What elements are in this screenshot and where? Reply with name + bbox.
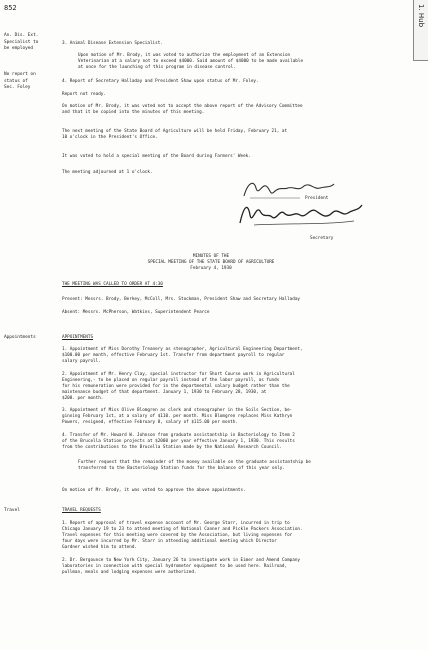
body-line: for his remuneration were provided for in the departmental salary budget rather than the <box>62 384 290 389</box>
special-meeting: It was voted to hold a special meeting of the Board during Farmers' Week. <box>62 154 251 159</box>
body-line: from the contributions to the Brucella Station made by the National Research Council. <box>62 445 282 450</box>
report-not-ready: Report not ready. <box>62 92 106 97</box>
body-line: and that it be copied into the minutes of this meeting. <box>62 110 205 115</box>
minutes-header <box>62 254 360 272</box>
absent-list: Absent: Messrs. McPherson, Watkins, Superintendent Pearce <box>62 310 210 315</box>
margin-note-appointments: Appointments <box>4 335 36 340</box>
body-line: Upon motion of Mr. Brody, it was voted to authorize the employment of an Extension <box>78 53 291 58</box>
body-line: Powers, resigned, effective February 8, salary of $115.00 per month. <box>62 420 238 425</box>
body-line: of the Brucella Station projects at $2000 per year effective January 1, 1930. This results <box>62 439 295 444</box>
called-to-order: THE MEETING WAS CALLED TO ORDER AT 4:30 <box>62 282 163 287</box>
appointment-item <box>62 372 295 402</box>
body-line: 3. Appointment of Miss Olive Blomgren as clerk and stenographer in the Soils Section, be- <box>62 408 293 413</box>
body-line: Engineering,- to be placed on regular payroll instead of the labor payroll, as funds <box>62 378 280 383</box>
body-line: The next meeting of the State Board of Agriculture will be held Friday, February 21, at <box>62 129 288 134</box>
margin-note-specialist <box>4 33 38 53</box>
travel-heading: TRAVEL REQUESTS <box>62 508 101 513</box>
body-line: 1. Report of approval of travel expense account of Mr. George Starr, incurred in trip to <box>62 521 290 526</box>
edge-tab-label: 1. Hub <box>417 4 425 28</box>
present-list: Present: Messrs. Brody, Berkey, McColl, Mrs. Stockman, President Shaw and Secretary Halladay <box>62 297 300 302</box>
secretary-label: Secretary <box>310 236 334 241</box>
margin-note-line: be employed <box>4 46 34 52</box>
item4-title: 4. Report of Secretary Halladay and President Shaw upon status of Mr. Foley. <box>62 79 259 84</box>
body-line: ginning February 1st, at a salary of $110. per month. Miss Blomgren replaces Miss Kathryn <box>62 414 293 419</box>
approve-motion: On motion of Mr. Brody, it was voted to approve the above appointments. <box>62 488 246 493</box>
margin-note-line: Sec. Foley <box>4 85 31 91</box>
item3-title: 3. Animal Disease Extension Specialist. <box>62 41 163 46</box>
body-line: transferred to the Bacteriology Station funds for the balance of this year only. <box>78 466 285 471</box>
body-line: maintenance budget of that department. January 1, 1930 to February 28, 1930, at <box>62 390 267 395</box>
travel-item <box>62 521 303 551</box>
header-line: February 4, 1930 <box>190 266 232 271</box>
travel-item <box>62 558 300 576</box>
appointment-item <box>62 433 295 451</box>
body-line: pullman, meals and lodging expenses were authorized. <box>62 570 197 575</box>
brody-motion <box>62 104 303 116</box>
body-line: Veterinarian at a salary not to exceed $4000. Said amount of $4000 to be made available <box>78 59 304 64</box>
header-line: MINUTES OF THE <box>192 254 230 259</box>
body-line: Chicago January 19 to 23 to attend meeting of National Canner and Pickle Packers Association. <box>62 527 303 532</box>
adjourned: The meeting adjourned at 1 o'clock. <box>62 170 153 175</box>
margin-note-line: status of <box>4 78 28 84</box>
body-line: $100.00 per month, effective February 1st. Transfer from department payroll to regular <box>62 353 285 358</box>
margin-note-travel: Travel <box>4 508 20 513</box>
body-line: at once for the launching of this program in disease control. <box>78 65 236 70</box>
body-line: Travel expenses for this meeting were covered by the Association, but living expenses for <box>62 533 293 538</box>
edge-tab <box>413 0 428 61</box>
body-line: salary payroll. <box>62 359 101 364</box>
item3-body <box>78 53 303 71</box>
margin-note-foley <box>4 72 36 92</box>
header-line: SPECIAL MEETING OF THE STATE BOARD OF AGRICULTURE <box>147 260 275 265</box>
next-meeting <box>62 129 287 141</box>
page-number: 852 <box>4 4 17 12</box>
appointment-item <box>62 408 292 426</box>
president-label: President <box>305 196 329 201</box>
body-line: four days were incurred by Mr. Starr in attending additional meeting which Director <box>62 539 277 544</box>
appointment-item <box>62 347 303 365</box>
body-line: laboratories in connection with special hydrometer equipment to be used here. Railroad, <box>62 564 288 569</box>
body-line: On motion of Mr. Brody, it was voted not to accept the above report of the Advisory Committee <box>62 104 303 109</box>
body-line: Gardner wished him to attend. <box>62 545 138 550</box>
body-line: 2. Appointment of Mr. Henry Clay, special instructor for Short Course work in Agricultural <box>62 372 295 377</box>
margin-note-line: No report on <box>4 72 36 77</box>
further-request <box>78 460 311 472</box>
body-line: Further request that the remainder of the money available on the graduate assistantship be <box>78 460 311 465</box>
secretary-signature <box>234 199 364 231</box>
body-line: $208. per month. <box>62 396 104 401</box>
body-line: 10 o'clock in the President's Office. <box>62 135 158 140</box>
body-line: 4. Transfer of Mr. Howard W. Johnson from graduate assistantship in Bacteriology to Item 2 <box>62 433 295 438</box>
body-line: 2. Dr. Bergounce to New York City, January 26 to investigate work in Eimer and Amend Company <box>62 558 300 563</box>
body-line: 1. Appointment of Miss Dorothy Treanery as stenographer, Agricultural Engineering Department, <box>62 347 303 352</box>
margin-note-line: An. Dis. Ext. <box>4 33 39 38</box>
margin-note-line: Specialist to <box>4 39 39 45</box>
appointments-heading: APPOINTMENTS <box>62 335 94 340</box>
